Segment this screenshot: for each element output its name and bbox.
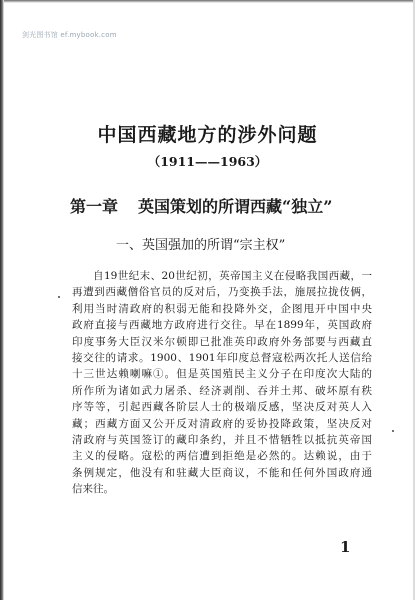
chapter-number: 第一章 [70, 197, 119, 216]
body-line: 自19世纪末、20世纪初，英帝国主义在侵略我国西藏，一 [93, 270, 372, 282]
body-line: 接交往的请求。1900、1901年印度总督寇松两次托人送信给 [72, 351, 372, 364]
body-line: 所作所为诸如武力屠杀、经济剥削、吞并土邦、破坏原有秩 [72, 384, 372, 397]
scan-top-edge [0, 0, 415, 3]
chapter-title: 英国策划的所谓西藏“独立” [138, 197, 333, 216]
chapter-heading [70, 194, 332, 217]
body-paragraph [72, 268, 372, 497]
watermark: 剑光图书馆 ef.mybook.com [22, 31, 117, 39]
section-heading: 一、英国强加的所谓“宗主权” [116, 238, 286, 253]
body-line: 藏；西藏方面又公开反对清政府的妥协投降政策，坚决反对 [72, 417, 372, 430]
page-number: 1 [340, 538, 351, 556]
body-line: 条例规定，他没有和驻藏大臣商议，不能和任何外国政府通 [72, 466, 372, 479]
body-line: 清政府与英国签订的藏印条约，并且不惜牺牲以抵抗英帝国 [72, 433, 372, 446]
scan-left-edge [0, 0, 4, 600]
scan-speck [392, 430, 394, 432]
body-line: 政府直接与西藏地方政府进行交往。早在1899年，英国政府 [72, 319, 372, 332]
body-line: 再遭到西藏僧俗官员的反对后，乃变换手法，施展拉拢伎俩， [72, 286, 372, 299]
scan-speck [58, 296, 60, 298]
body-line: 序等等，引起西藏各阶层人士的极端反感，坚决反对英人入 [72, 401, 372, 414]
book-years: （1911——1963） [147, 154, 268, 169]
body-line: 信来往。 [72, 483, 114, 496]
body-line: 主义的侵略。寇松的两信遭到拒绝是必然的。达赖说，由于 [72, 450, 372, 463]
body-line: 印度事务大臣汉米尔顿即已批准英印政府外务部要与西藏直 [72, 335, 372, 348]
body-line: 十三世达赖喇嘛①。但是英国殖民主义分子在印度次大陆的 [72, 368, 372, 381]
book-title: 中国西藏地方的涉外问题 [97, 124, 318, 146]
body-line: 利用当时清政府的积弱无能和投降外交，企图甩开中国中央 [72, 302, 372, 315]
